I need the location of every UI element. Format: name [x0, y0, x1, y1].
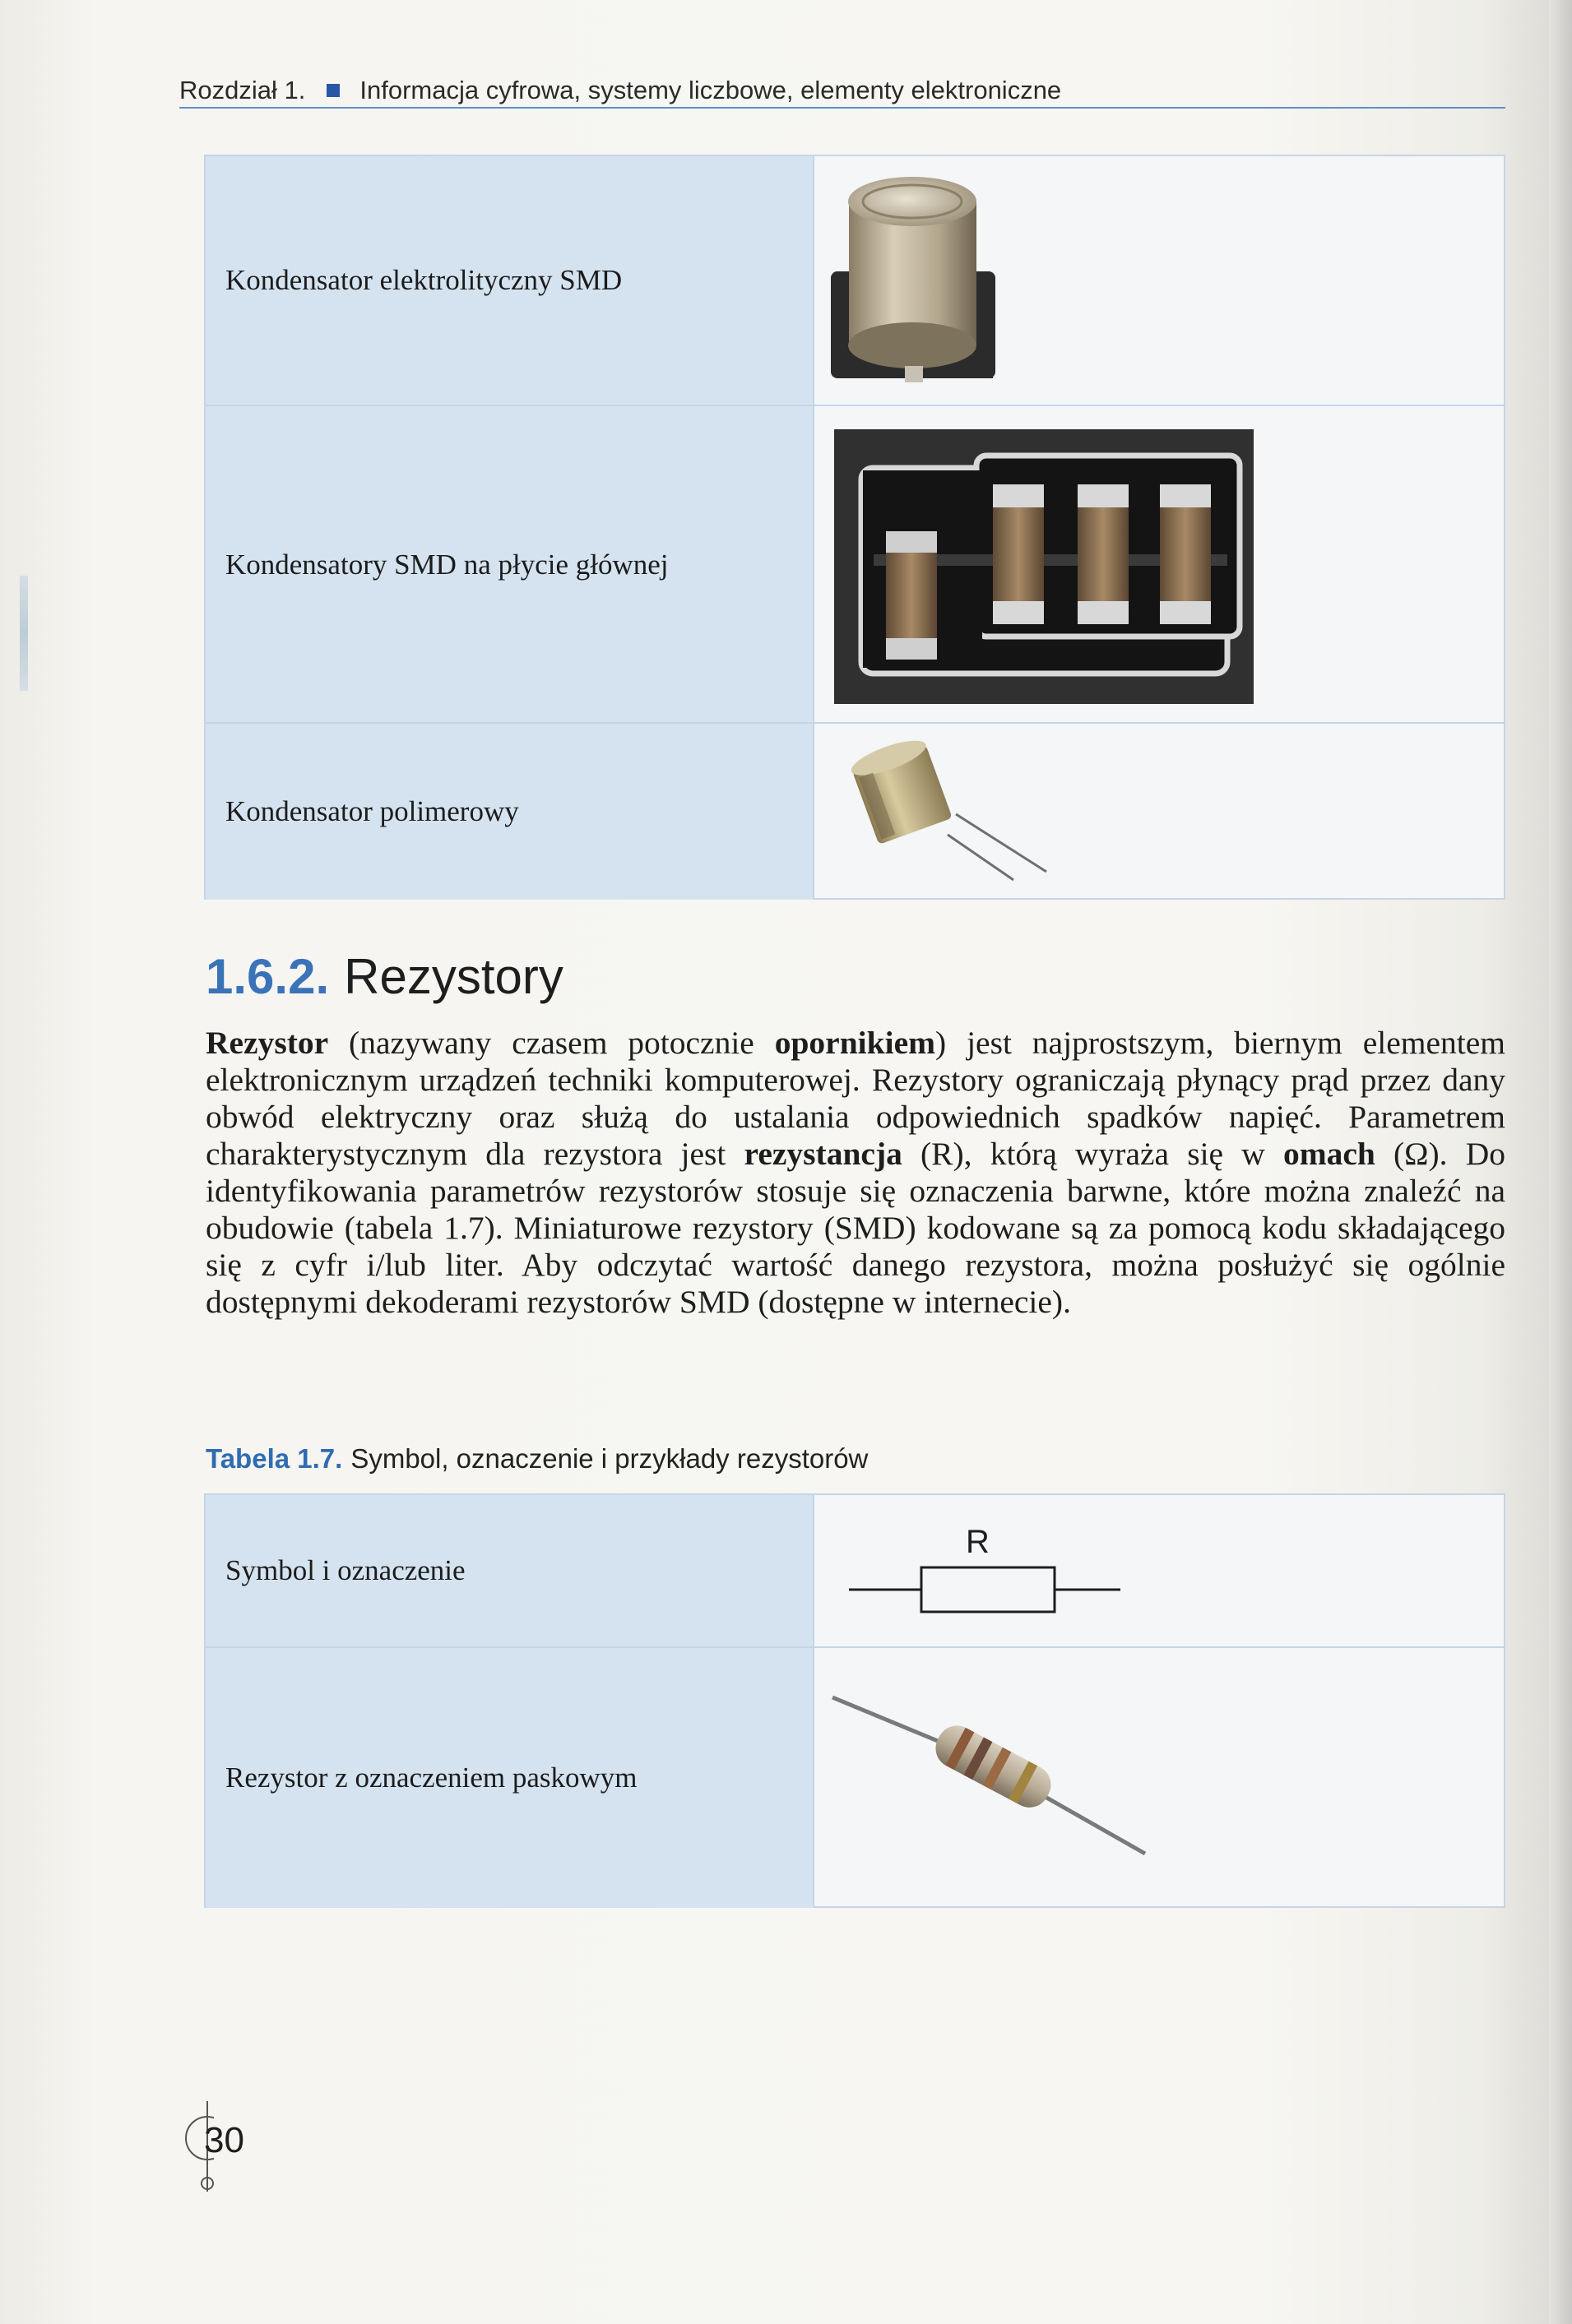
term-opornik: opornikiem — [774, 1025, 936, 1061]
table-row — [206, 405, 1504, 724]
spine-mark — [20, 576, 28, 691]
text-run: (nazywany czasem potocznie — [328, 1025, 775, 1061]
page-number: 30 — [204, 2120, 244, 2160]
row-label: Rezystor z oznaczeniem paskowym — [206, 1648, 814, 1908]
table-caption — [206, 1443, 868, 1474]
row-label: Kondensator elektrolityczny SMD — [206, 156, 814, 405]
running-header — [179, 71, 1505, 110]
resistor-table — [204, 1493, 1505, 1908]
section-heading — [206, 948, 563, 1005]
resistor-symbol-icon — [921, 1567, 1055, 1612]
striped-resistor-photo — [816, 1648, 1504, 1908]
table-row — [206, 1495, 1504, 1646]
row-label: Kondensatory SMD na płycie głównej — [206, 406, 814, 724]
smd-electrolytic-capacitor-photo — [816, 156, 1504, 405]
section-number: 1.6.2. — [206, 949, 330, 1004]
header-rule — [179, 107, 1505, 109]
body-paragraph — [206, 1025, 1505, 1321]
resistor-symbol-letter: R — [966, 1524, 990, 1560]
square-bullet-icon — [327, 84, 340, 97]
page-edge-shadow — [1549, 0, 1572, 2324]
smd-capacitors-on-motherboard-photo — [816, 406, 1504, 724]
chapter-label: Rozdział 1. — [179, 76, 306, 104]
table-row — [206, 156, 1504, 405]
text-run: ) jest najprostszym, biernym elementem elektronicznym urządzeń techniki komputerowej. Rezystory ograniczają płynący prąd przez dany obwód elektryczny oraz służą do ustalania odpowiednich spadków napięć. Parametrem charakterystycznym dla rezystora jest — [206, 1025, 1505, 1172]
row-label: Kondensator polimerowy — [206, 724, 814, 900]
caption-label: Tabela 1.7. — [206, 1443, 343, 1474]
text-run: (R), którą wyraża się w — [902, 1136, 1283, 1172]
row-label: Symbol i oznaczenie — [206, 1495, 814, 1646]
section-title: Rezystory — [344, 949, 563, 1004]
table-row — [206, 1646, 1504, 1908]
caption-text: Symbol, oznaczenie i przykłady rezystorów — [350, 1443, 869, 1474]
chapter-title: Informacja cyfrowa, systemy liczbowe, elementy elektroniczne — [359, 76, 1062, 104]
term-rezystancja: rezystancja — [744, 1136, 902, 1172]
capacitor-table — [204, 155, 1505, 900]
polymer-capacitor-photo — [816, 724, 1504, 900]
table-row — [206, 722, 1504, 900]
text-run: (Ω). Do identyfikowania parametrów rezystorów stosuje się oznaczenia barwne, które można znaleźć na obudowie (tabela 1.7). Miniaturowe rezystory (SMD) kodowane są za pomocą kodu składającego się z cyfr i/lub liter. Aby odczytać wartość danego rezystora, można posłużyć się ogólnie dostępnymi dekoderami rezystorów SMD (dostępne w internecie). — [206, 1136, 1505, 1320]
term-rezystor: Rezystor — [206, 1025, 329, 1061]
term-omy: omach — [1282, 1136, 1375, 1172]
resistor-symbol-cell — [816, 1495, 1504, 1646]
